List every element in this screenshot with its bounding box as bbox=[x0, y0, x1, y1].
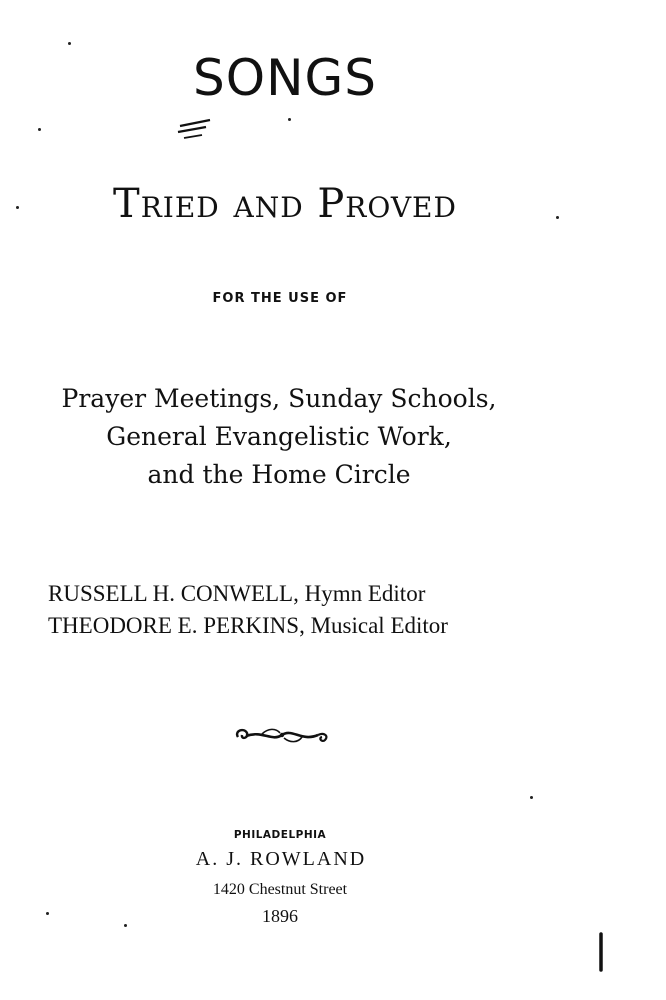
imprint-place: PHILADELPHIA bbox=[233, 829, 327, 841]
editor-role: Hymn Editor bbox=[304, 581, 426, 606]
for-the-use-of: FOR THE USE OF bbox=[212, 291, 348, 306]
editor-name: THEODORE E. PERKINS, bbox=[48, 613, 305, 638]
scan-speck bbox=[124, 924, 127, 927]
editors-block bbox=[48, 578, 548, 642]
scan-edge-mark bbox=[598, 932, 604, 972]
purpose-line: Prayer Meetings, Sunday Schools, bbox=[61, 384, 497, 413]
title-flourish-icon bbox=[176, 110, 216, 140]
scan-speck bbox=[16, 206, 19, 209]
scan-speck bbox=[288, 118, 291, 121]
purpose-line: General Evangelistic Work, bbox=[106, 422, 452, 451]
purpose-text bbox=[20, 380, 538, 494]
editor-role: Musical Editor bbox=[310, 613, 448, 638]
imprint-year: 1896 bbox=[262, 906, 298, 926]
scan-speck bbox=[68, 42, 71, 45]
book-title: SONGS bbox=[193, 49, 377, 107]
scan-speck bbox=[530, 796, 533, 799]
editor-row bbox=[48, 610, 548, 642]
purpose-line: and the Home Circle bbox=[147, 460, 411, 489]
imprint-address: 1420 Chestnut Street bbox=[212, 881, 348, 898]
imprint-publisher: A. J. ROWLAND bbox=[195, 848, 367, 870]
editor-name: RUSSELL H. CONWELL, bbox=[48, 581, 299, 606]
scroll-ornament-icon bbox=[232, 724, 332, 746]
scan-speck bbox=[46, 912, 49, 915]
book-subtitle: Tried and Proved bbox=[113, 181, 457, 227]
scan-speck bbox=[556, 216, 559, 219]
scan-speck bbox=[38, 128, 41, 131]
editor-row bbox=[48, 578, 548, 610]
